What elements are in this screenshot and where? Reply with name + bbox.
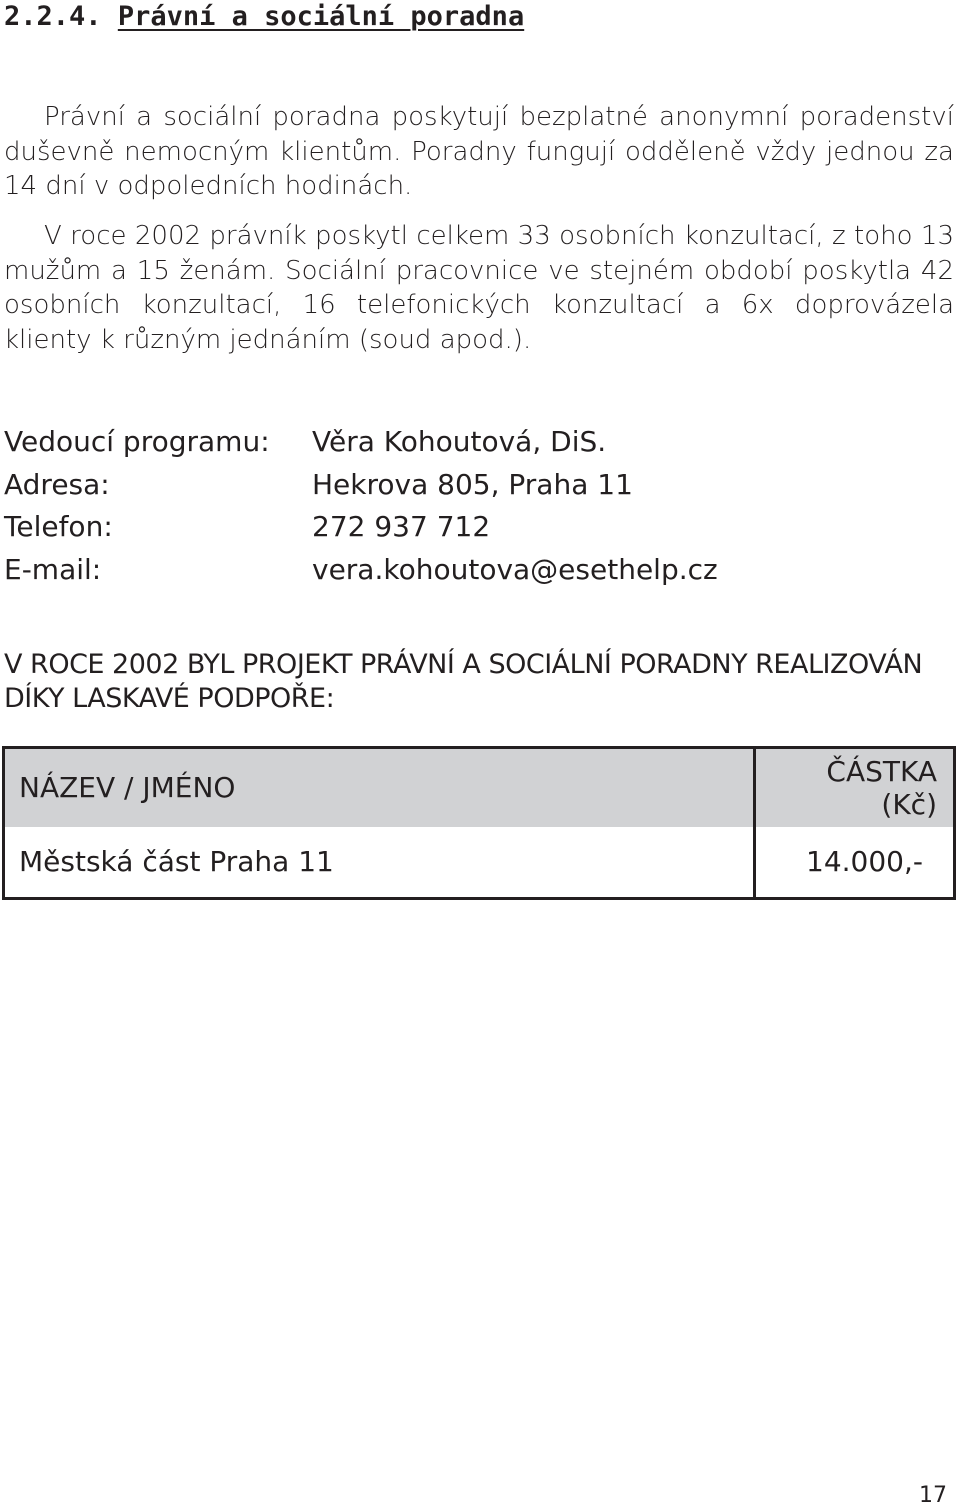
contact-value-email: vera.kohoutova@esethelp.cz (312, 552, 718, 586)
header-amount: ČÁSTKA (Kč) (826, 754, 937, 821)
table-row (4, 827, 955, 899)
sponsors-table (2, 746, 956, 900)
contact-label-manager: Vedoucí programu: (4, 425, 270, 458)
section-heading (4, 0, 524, 34)
intro-paragraph: Právní a sociální poradna poskytují bezplatné anonymní poradenství duševně nemocným klientům. Poradny fungují odděleně vždy jednou za 14 dní v odpoledních hodinách. (4, 102, 954, 201)
sponsor-name: Městská část Praha 11 (4, 827, 755, 899)
contact-block (4, 421, 904, 591)
contact-label-phone: Telefon: (4, 510, 113, 543)
sponsor-amount: 14.000,- (806, 845, 923, 879)
support-statement: V ROCE 2002 BYL PROJEKT PRÁVNÍ A SOCIÁLNÍ PORADNY REALIZOVÁN DÍKY LASKAVÉ PODPOŘE: (4, 649, 923, 714)
page-number: 17 (919, 1483, 947, 1508)
contact-label-address: Adresa: (4, 467, 110, 501)
contact-row-manager (4, 421, 904, 464)
header-name: NÁZEV / JMÉNO (4, 748, 755, 827)
contact-row-address (4, 464, 904, 507)
section-title: Právní a sociální poradna (117, 1, 525, 32)
contact-row-phone (4, 506, 904, 549)
contact-value-phone: 272 937 712 (312, 510, 491, 543)
contact-value-manager: Věra Kohoutová, DiS. (312, 425, 607, 458)
table-header-row (4, 748, 955, 827)
section-number: 2.2.4. (4, 1, 102, 32)
contact-label-email: E-mail: (4, 552, 102, 586)
contact-value-address: Hekrova 805, Praha 11 (312, 467, 633, 501)
statistics-paragraph: V roce 2002 právník poskytl celkem 33 osobních konzultací, z toho 13 mužům a 15 ženám. Sociální pracovnice ve stejném období poskytla 42 osobních konzultací, 16 telefonických konzultací a 6x doprovázela klienty k různým jednáním (soud apod.). (4, 221, 954, 355)
contact-row-email (4, 549, 904, 592)
